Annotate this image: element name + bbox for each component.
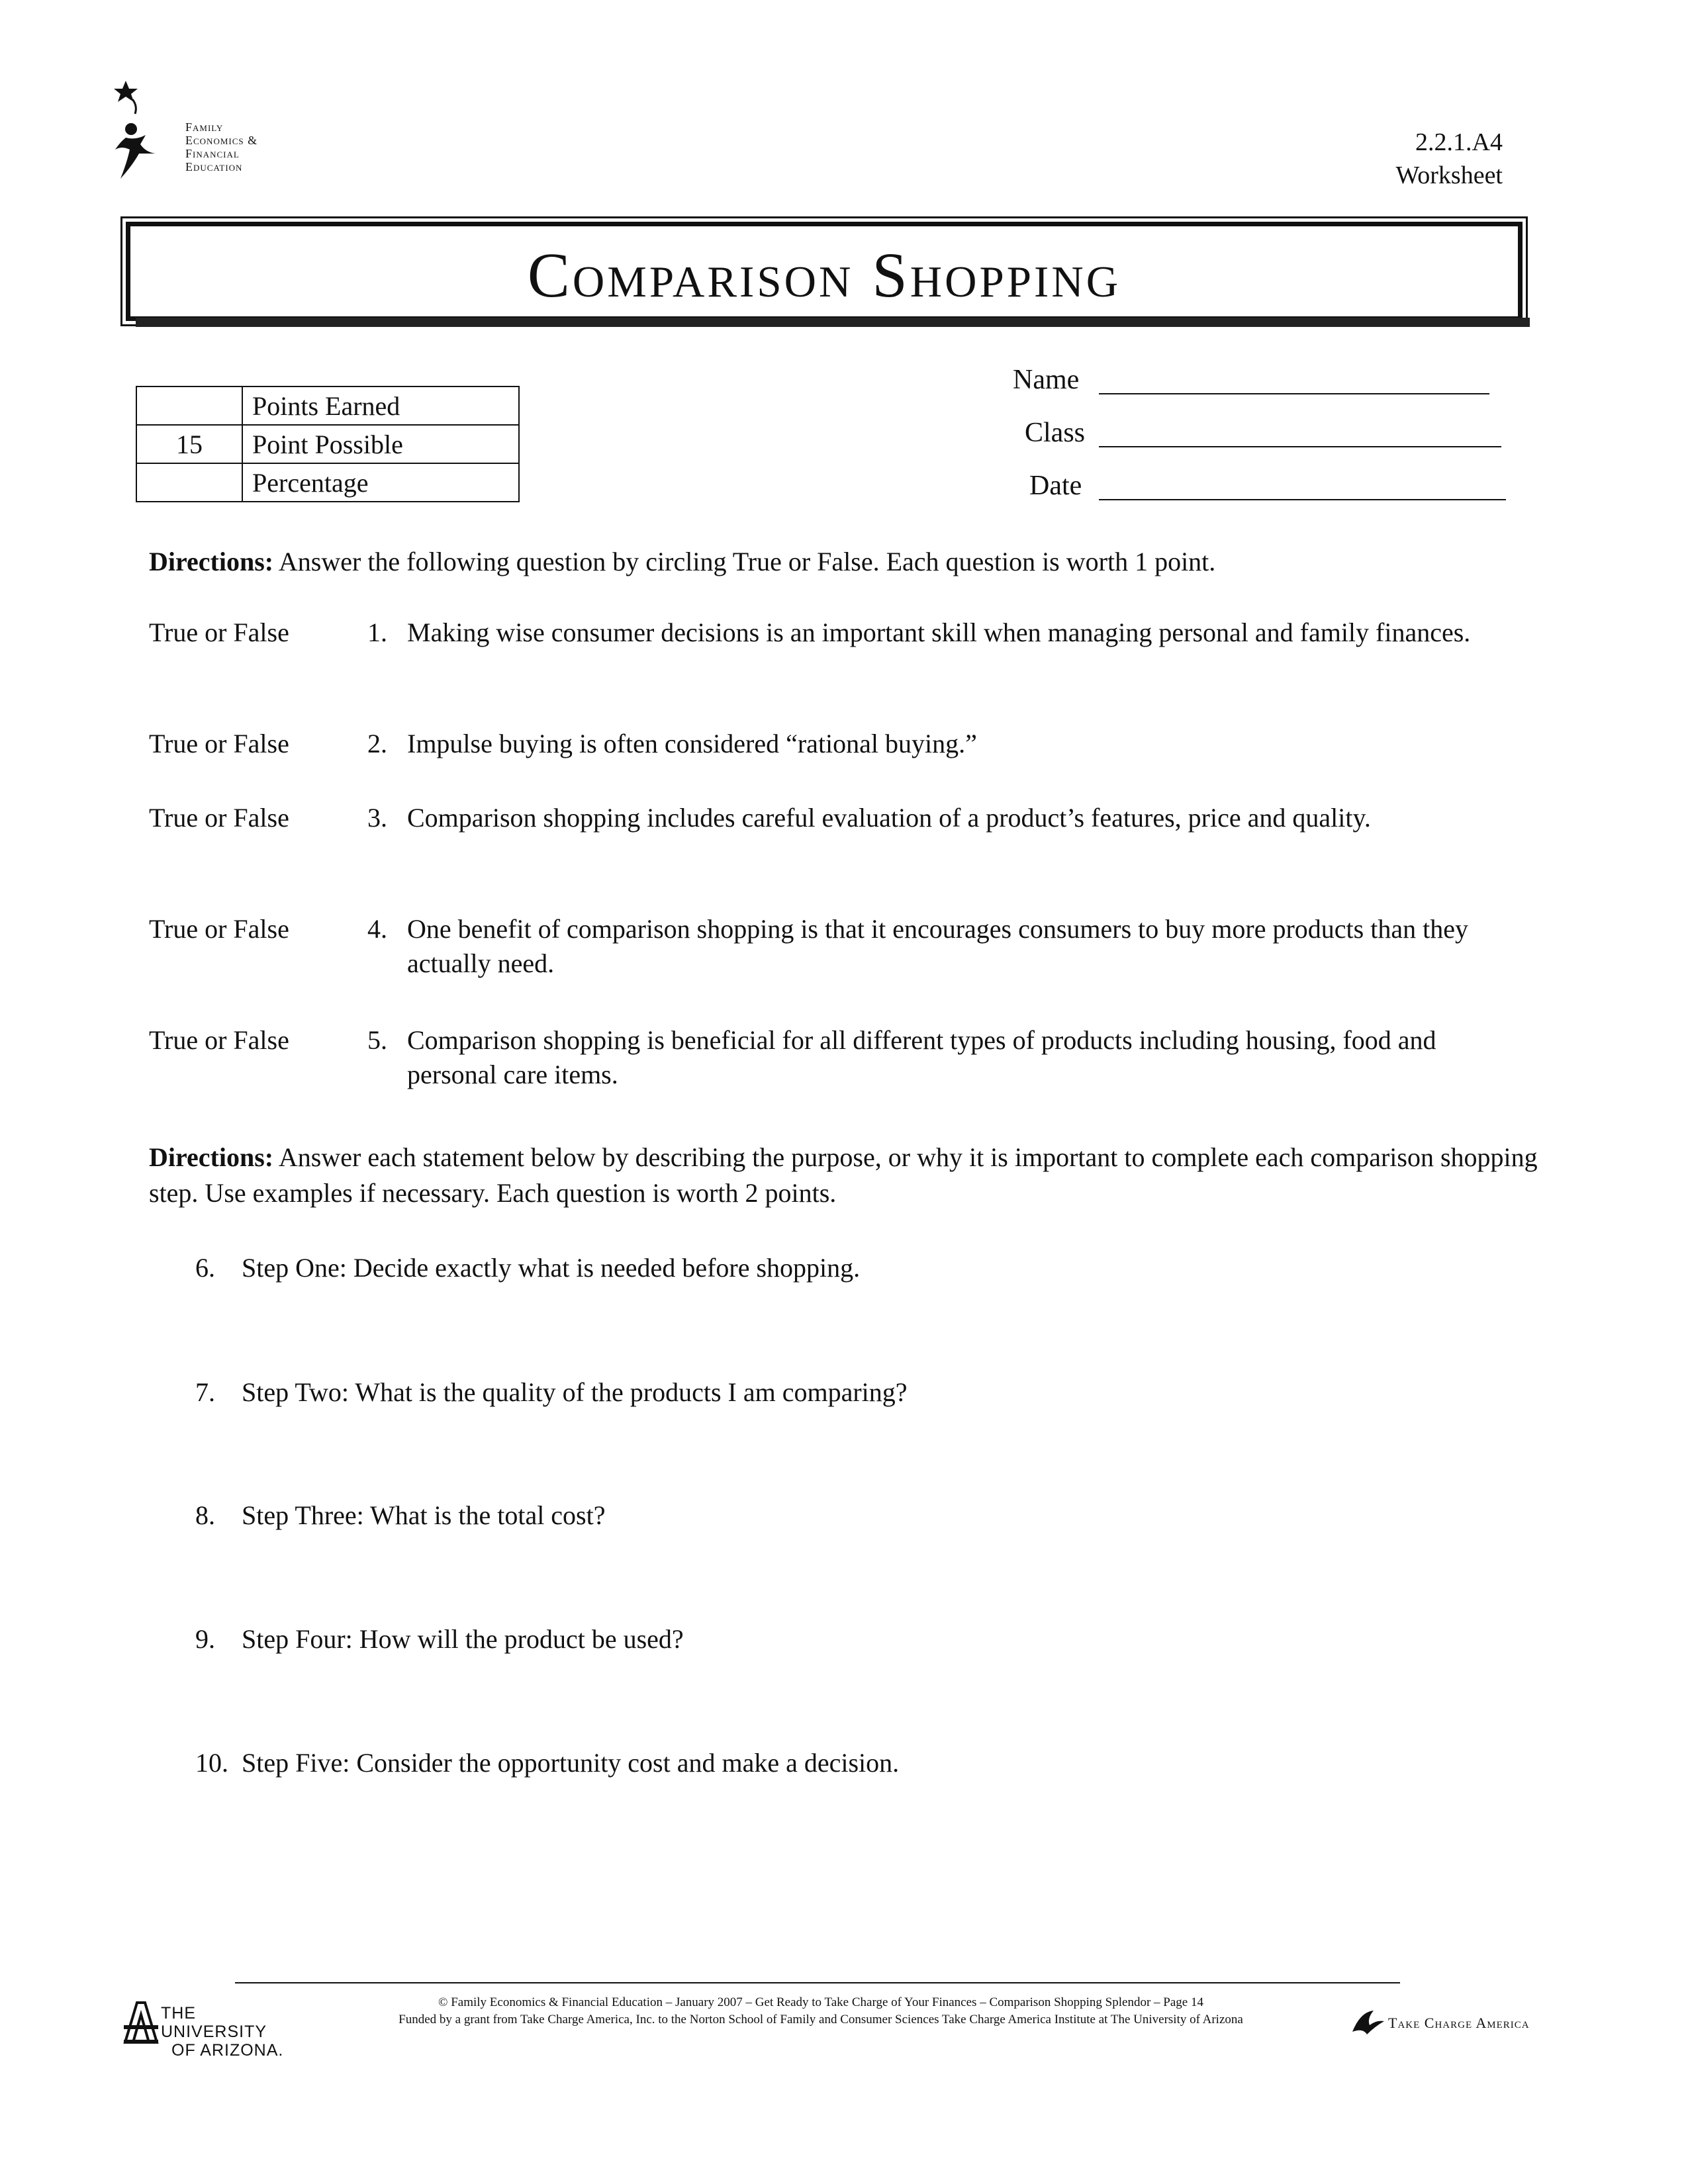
step-number: 9. xyxy=(195,1624,215,1654)
step-text: Step One: Decide exactly what is needed before shopping. xyxy=(242,1253,861,1283)
step-text: Step Two: What is the quality of the products I am comparing? xyxy=(242,1377,908,1407)
footer-funding: Funded by a grant from Take Charge America, Inc. to the Norton School of Family and Consumer Sciences Take Charge America Institute at The University of Arizona xyxy=(399,2013,1243,2026)
question-text: One benefit of comparison shopping is that it encourages consumers to buy more products than they actually need. xyxy=(407,914,1468,978)
title-banner xyxy=(126,222,1523,321)
directions-text: Answer the following question by circling True or False. Each question is worth 1 point. xyxy=(273,547,1216,576)
score-value: 15 xyxy=(136,425,242,463)
date-label: Date xyxy=(1029,471,1082,501)
true-or-false-label[interactable]: True or False xyxy=(149,914,289,944)
question-text: Comparison shopping includes careful evaluation of a product’s features, price and quality. xyxy=(407,803,1371,833)
university-of-arizona-logo xyxy=(122,1999,301,2060)
footer-text xyxy=(305,1994,1337,2028)
logo-line: Family xyxy=(185,120,224,134)
true-or-false-label[interactable]: True or False xyxy=(149,729,289,758)
score-row xyxy=(136,387,519,425)
question-number: 2. xyxy=(367,729,387,758)
step-question xyxy=(195,1623,684,1655)
question-text: Comparison shopping is beneficial for all different types of products including housing, food and personal care items. xyxy=(407,1025,1436,1089)
question-text: Impulse buying is often considered “rational buying.” xyxy=(407,729,977,758)
score-value xyxy=(136,463,242,502)
step-number: 8. xyxy=(195,1500,215,1530)
page-title: Comparison Shopping xyxy=(527,240,1121,310)
question-number: 3. xyxy=(367,803,387,833)
arizona-a-icon xyxy=(122,1999,160,2045)
step-question xyxy=(195,1252,860,1283)
name-label: Name xyxy=(1013,365,1080,395)
step-number: 6. xyxy=(195,1253,215,1283)
logo-line: Education xyxy=(185,160,243,173)
name-field[interactable] xyxy=(1013,364,1079,396)
ua-text xyxy=(161,2004,301,2060)
score-value xyxy=(136,387,242,425)
question-number: 1. xyxy=(367,617,387,647)
true-or-false-label[interactable]: True or False xyxy=(149,617,289,647)
question-text: Making wise consumer decisions is an important skill when managing personal and family finances. xyxy=(407,617,1471,647)
name-line[interactable] xyxy=(1099,393,1489,394)
date-field[interactable] xyxy=(1029,470,1082,502)
directions-text: Answer each statement below by describing the purpose, or why it is important to complete each comparison shopping step. Use examples if necessary. Each question is worth 2 points. xyxy=(149,1142,1538,1208)
logo-line: Financial xyxy=(185,147,240,160)
tca-text: Take Charge America xyxy=(1388,2015,1530,2031)
step-question xyxy=(195,1747,899,1778)
question-number: 5. xyxy=(367,1025,387,1055)
step-number: 7. xyxy=(195,1377,215,1407)
fefe-logo-text xyxy=(185,120,258,173)
step-text: Step Three: What is the total cost? xyxy=(242,1500,606,1530)
true-or-false-label[interactable]: True or False xyxy=(149,803,289,833)
footer-rule xyxy=(235,1982,1400,1983)
doc-type: Worksheet xyxy=(1395,161,1503,189)
score-row xyxy=(136,425,519,463)
class-label: Class xyxy=(1025,418,1086,448)
score-row xyxy=(136,463,519,502)
question-number: 4. xyxy=(367,914,387,944)
directions-true-false xyxy=(149,544,1539,580)
true-or-false-label[interactable]: True or False xyxy=(149,1025,289,1055)
directions-steps xyxy=(149,1140,1539,1211)
fefe-logo xyxy=(106,79,305,192)
logo-line: Economics & xyxy=(185,134,258,147)
score-label: Points Earned xyxy=(242,387,519,425)
score-label: Percentage xyxy=(242,463,519,502)
fefe-star-figure-icon xyxy=(106,79,185,192)
score-label: Point Possible xyxy=(242,425,519,463)
class-field[interactable] xyxy=(1025,417,1085,449)
directions-label: Directions: xyxy=(149,1142,274,1172)
step-question xyxy=(195,1377,908,1408)
tca-figure-icon xyxy=(1347,2005,1387,2038)
step-number: 10. xyxy=(195,1748,228,1778)
ua-line: OF ARIZONA. xyxy=(171,2041,284,2060)
score-table xyxy=(136,386,520,502)
class-line[interactable] xyxy=(1099,446,1501,447)
step-text: Step Four: How will the product be used? xyxy=(242,1624,684,1654)
document-code xyxy=(1395,126,1503,192)
footer-copyright: © Family Economics & Financial Education – January 2007 – Get Ready to Take Charge of Your Finances – Comparison Shopping Splendor – Page 14 xyxy=(438,1995,1203,2009)
step-text: Step Five: Consider the opportunity cost and make a decision. xyxy=(242,1748,900,1778)
directions-label: Directions: xyxy=(149,547,274,576)
ua-line: THE UNIVERSITY xyxy=(161,2004,267,2041)
date-line[interactable] xyxy=(1099,499,1506,500)
take-charge-america-logo xyxy=(1347,2005,1559,2045)
doc-code-number: 2.2.1.A4 xyxy=(1415,128,1503,156)
step-question xyxy=(195,1500,606,1531)
title-banner-shadow xyxy=(136,318,1530,327)
